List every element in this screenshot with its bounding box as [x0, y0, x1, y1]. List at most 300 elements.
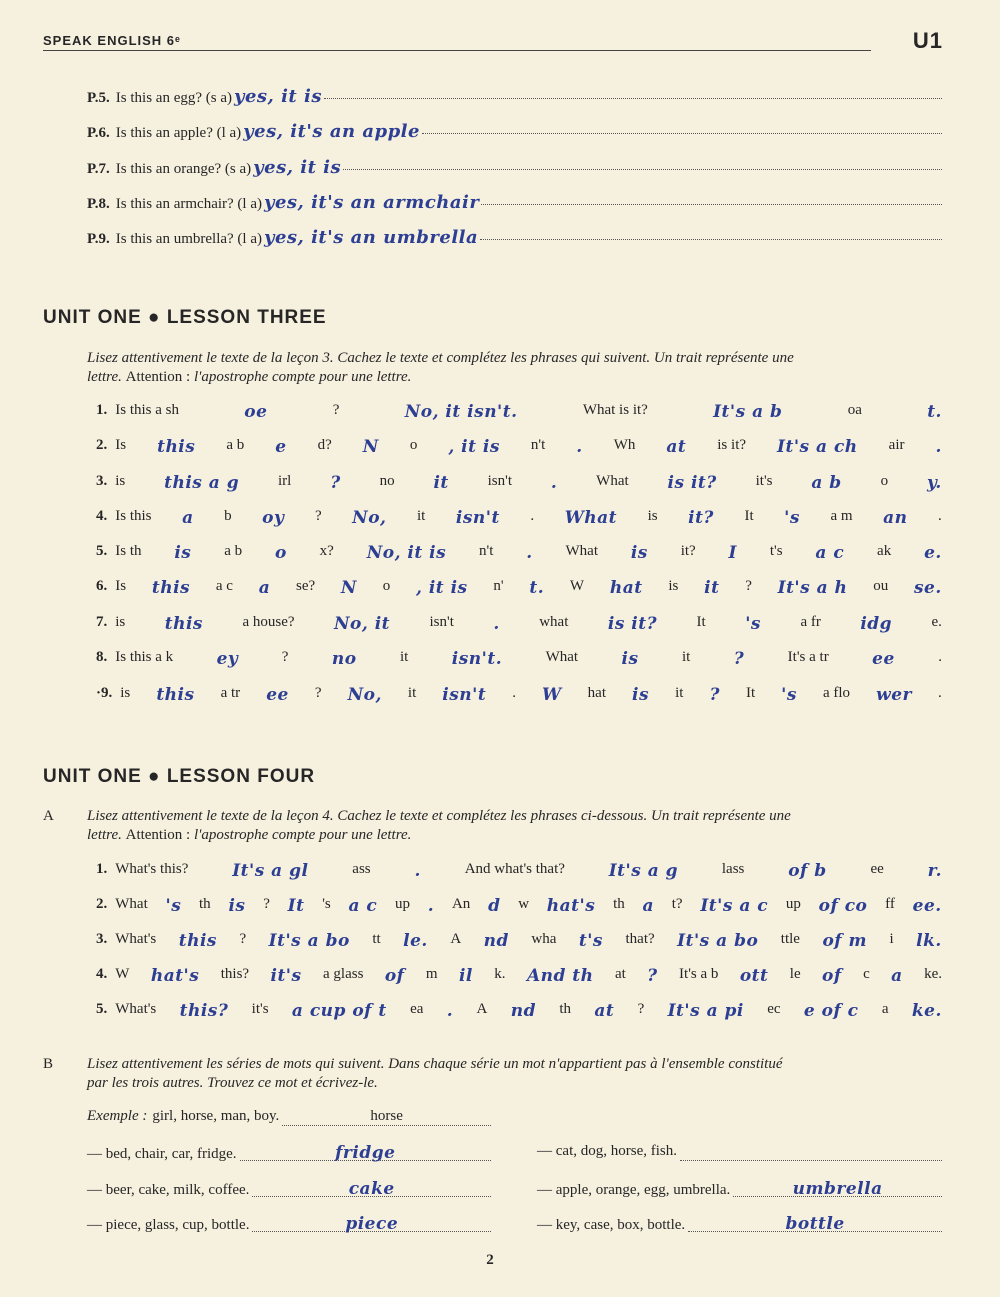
handwritten-fill: No,: [347, 685, 382, 705]
example-row: [87, 1108, 491, 1132]
handwritten-fill: , it is: [416, 578, 468, 598]
exercise-text: [115, 861, 942, 881]
exercise-text: [115, 437, 942, 457]
handwritten-fill: this: [156, 685, 195, 705]
printed-text: a flo: [822, 685, 851, 701]
dotted-answer-line: [324, 98, 942, 99]
handwritten-fill: wer: [876, 685, 913, 705]
handwritten-fill: ee: [266, 685, 289, 705]
printed-text: b: [224, 508, 232, 524]
handwritten-fill: It's a pi: [667, 1001, 744, 1021]
handwritten-fill: this: [157, 437, 196, 457]
exercise-text: [115, 1001, 942, 1021]
printed-text: ee: [870, 861, 884, 877]
exercise-text: [115, 473, 942, 493]
printed-text: a: [881, 1001, 889, 1017]
exercise-number: 1.: [96, 402, 108, 418]
instruction-line: Lisez attentivement les séries de mots qui suivent. Dans chaque série un mot n'appartient pas à l'ensemble constitué: [87, 1056, 783, 1072]
printed-text: ?: [745, 578, 752, 594]
exercise-text: [115, 931, 942, 951]
odd-word-answer: cake: [348, 1179, 395, 1199]
printed-text: ?: [239, 931, 247, 947]
handwritten-fill: of b: [788, 861, 827, 881]
odd-word-row: [537, 1143, 942, 1167]
printed-text: ?: [263, 896, 270, 912]
p-item-question: Is this an umbrella? (l a): [115, 231, 262, 247]
exercise-text: [115, 649, 942, 669]
handwritten-fill: is: [621, 649, 639, 669]
printed-text: a tr: [220, 685, 241, 701]
odd-word-answer: bottle: [785, 1214, 845, 1234]
handwritten-fill: at: [594, 1001, 615, 1021]
odd-word-answer-line: [680, 1140, 942, 1161]
lesson-three-heading: UNIT ONE ● LESSON THREE: [43, 307, 327, 328]
lesson-four-instruction: [87, 807, 942, 845]
exercise-number: 3.: [96, 931, 108, 947]
handwritten-fill: of: [822, 966, 842, 986]
printed-text: W: [569, 578, 585, 594]
printed-text: th: [559, 1001, 571, 1017]
handwritten-fill: N: [340, 578, 357, 598]
handwritten-fill: nd: [483, 931, 509, 951]
printed-text: Is this a sh: [115, 402, 179, 418]
printed-text: ?: [281, 649, 289, 665]
printed-text: air: [888, 437, 905, 453]
handwritten-fill: .: [550, 473, 558, 493]
exercise-number: 2.: [96, 896, 108, 912]
printed-text: i: [889, 931, 894, 947]
handwritten-fill: It's a c: [700, 896, 769, 916]
handwritten-fill: le.: [403, 931, 428, 951]
handwritten-fill: It's a h: [777, 578, 848, 598]
printed-text: .: [938, 508, 942, 524]
page-header: [43, 30, 943, 56]
handwritten-fill: y.: [926, 473, 942, 493]
handwritten-fill: is it?: [607, 614, 658, 634]
handwritten-fill: oe: [244, 402, 268, 422]
handwritten-fill: No, it is: [366, 543, 447, 563]
instruction-line: lettre.: [87, 827, 122, 843]
printed-text: Is: [115, 437, 127, 453]
printed-text: is it?: [717, 437, 747, 453]
odd-word-answer-line: [252, 1176, 491, 1197]
p-item-label: P.6.: [87, 125, 110, 141]
printed-text: isn't: [429, 614, 454, 630]
handwritten-fill: il: [458, 966, 473, 986]
lesson-four-heading: UNIT ONE ● LESSON FOUR: [43, 766, 316, 787]
odd-word-answer: piece: [345, 1214, 399, 1234]
printed-text: it: [675, 685, 684, 701]
handwritten-fill: ee: [872, 649, 895, 669]
p-item-question: Is this an egg? (s a): [115, 90, 233, 106]
handwritten-fill: isn't: [442, 685, 487, 705]
p-item: [87, 192, 942, 216]
handwritten-fill: it?: [688, 508, 714, 528]
printed-text: it: [681, 649, 691, 665]
p-item-answer: yes, it's an umbrella: [264, 227, 479, 248]
printed-text: ?: [332, 402, 340, 418]
printed-text: ea: [410, 1001, 424, 1017]
handwritten-fill: e of c: [803, 1001, 859, 1021]
odd-word-series: — key, case, box, bottle.: [537, 1217, 686, 1233]
printed-text: ?: [314, 508, 322, 524]
p-item-question: Is this an apple? (l a): [115, 125, 242, 141]
p-item-label: P.9.: [87, 231, 110, 247]
handwritten-fill: this: [178, 931, 218, 951]
printed-text: up: [395, 896, 411, 912]
printed-text: A: [476, 1001, 488, 1017]
printed-text: it's: [251, 1001, 269, 1017]
handwritten-fill: this: [151, 578, 191, 598]
handwritten-fill: It's a b: [713, 402, 783, 422]
exercise-text: [115, 402, 942, 422]
instruction-line: l'apostrophe compte pour une lettre.: [193, 369, 412, 385]
handwritten-fill: .: [493, 614, 500, 634]
printed-text: le: [789, 966, 801, 982]
printed-text: .: [938, 649, 942, 665]
handwritten-fill: It's a bo: [268, 931, 350, 951]
printed-text: ass: [352, 861, 371, 877]
example-words: girl, horse, man, boy.: [152, 1108, 280, 1124]
exercise-row: [96, 1001, 942, 1025]
handwritten-fill: a: [182, 508, 194, 528]
printed-text: th: [613, 896, 625, 912]
exercise-row: [96, 543, 942, 567]
handwritten-fill: 's: [781, 685, 797, 705]
printed-text: a b: [226, 437, 245, 453]
printed-text: What: [545, 649, 579, 665]
p-item: [87, 121, 942, 145]
exercise-number: 7.: [96, 614, 108, 630]
p-item-answer: yes, it's an apple: [243, 121, 420, 142]
printed-text: lass: [721, 861, 745, 877]
printed-text: at: [614, 966, 626, 982]
p-item-label: P.8.: [87, 196, 110, 212]
section-letter-a: A: [43, 808, 54, 824]
handwritten-fill: No, it isn't.: [404, 402, 518, 422]
exercise-row: [96, 578, 942, 602]
handwritten-fill: N: [362, 437, 379, 457]
printed-text: A: [450, 931, 462, 947]
printed-text: n': [493, 578, 504, 594]
printed-text: n't: [479, 543, 494, 559]
printed-text: d?: [317, 437, 332, 453]
exercise-number: 4.: [96, 966, 108, 982]
exercise-row: [96, 614, 942, 638]
printed-text: What's: [115, 931, 157, 947]
handwritten-fill: It's a g: [608, 861, 679, 881]
exercise-row: [96, 931, 942, 955]
odd-word-row: [87, 1214, 491, 1238]
handwritten-fill: .: [427, 896, 435, 916]
printed-text: it: [407, 685, 417, 701]
page-number: 2: [486, 1252, 494, 1268]
handwritten-fill: ?: [709, 685, 720, 705]
handwritten-fill: this a g: [164, 473, 240, 493]
handwritten-fill: What: [564, 508, 618, 528]
printed-text: W: [115, 966, 130, 982]
printed-text: th: [199, 896, 211, 912]
printed-text: It: [696, 614, 706, 630]
printed-text: o: [880, 473, 889, 489]
printed-text: a glass: [323, 966, 364, 982]
handwritten-fill: It's a bo: [677, 931, 759, 951]
handwritten-fill: is: [228, 896, 246, 916]
handwritten-fill: idg: [860, 614, 893, 634]
handwritten-fill: is: [174, 543, 192, 563]
printed-text: ak: [877, 543, 892, 559]
printed-text: a fr: [800, 614, 821, 630]
exercise-row: [96, 966, 942, 990]
printed-text: ff: [885, 896, 895, 912]
odd-word-row: [87, 1143, 491, 1167]
printed-text: ?: [637, 1001, 645, 1017]
printed-text: ?: [314, 685, 322, 701]
handwritten-fill: oy: [262, 508, 285, 528]
printed-text: is: [120, 685, 131, 701]
p-item-question: Is this an armchair? (l a): [115, 196, 262, 212]
printed-text: .: [530, 508, 535, 524]
printed-text: it's: [755, 473, 773, 489]
p-item: [87, 227, 942, 251]
odd-word-series: — piece, glass, cup, bottle.: [87, 1217, 250, 1233]
book-title: SPEAK ENGLISH 6ᵉ: [43, 33, 181, 48]
printed-text: c: [863, 966, 870, 982]
odd-word-answer: fridge: [335, 1143, 396, 1163]
handwritten-fill: a c: [348, 896, 378, 916]
printed-text: o: [382, 578, 391, 594]
printed-text: .: [938, 685, 942, 701]
handwritten-fill: a c: [815, 543, 845, 563]
handwritten-fill: this?: [179, 1001, 229, 1021]
handwritten-fill: nd: [510, 1001, 536, 1021]
handwritten-fill: ?: [733, 649, 745, 669]
lesson-three-instruction: [87, 349, 942, 387]
printed-text: it?: [680, 543, 696, 559]
exercise-text: [115, 614, 942, 634]
printed-text: Wh: [613, 437, 636, 453]
odd-word-answer-line: [240, 1140, 491, 1161]
handwritten-fill: isn't.: [451, 649, 503, 669]
dotted-answer-line: [422, 133, 942, 134]
printed-text: that?: [625, 931, 655, 947]
handwritten-fill: 's: [784, 508, 800, 528]
p-item-answer: yes, it's an armchair: [263, 192, 480, 213]
exercise-row: [96, 685, 942, 709]
handwritten-fill: I: [728, 543, 737, 563]
printed-text: wha: [531, 931, 557, 947]
odd-word-row: [537, 1179, 942, 1203]
exercise-number: 6.: [96, 578, 108, 594]
handwritten-fill: ?: [647, 966, 658, 986]
exercise-text: [115, 508, 942, 528]
p-item: [87, 157, 942, 181]
handwritten-fill: .: [935, 437, 942, 457]
printed-text: An: [451, 896, 471, 912]
header-rule: [43, 50, 871, 51]
p-item: [87, 86, 942, 110]
printed-text: ke.: [924, 966, 942, 982]
printed-text: it: [417, 508, 426, 524]
handwritten-fill: No,: [352, 508, 387, 528]
odd-word-answer: umbrella: [792, 1179, 883, 1199]
handwritten-fill: it: [704, 578, 720, 598]
exercise-row: [96, 473, 942, 497]
exercise-number: 2.: [96, 437, 108, 453]
printed-text: It's a b: [679, 966, 719, 982]
exercise-text: [120, 685, 942, 705]
exercise-row: [96, 896, 942, 920]
exercise-number: 8.: [96, 649, 108, 665]
exercise-row: [96, 649, 942, 673]
example-answer: horse: [370, 1108, 403, 1124]
printed-text: what: [539, 614, 569, 630]
handwritten-fill: at: [666, 437, 687, 457]
handwritten-fill: o: [274, 543, 287, 563]
handwritten-fill: d: [488, 896, 501, 916]
printed-text: a m: [830, 508, 853, 524]
exercise-number: 5.: [96, 543, 108, 559]
handwritten-fill: t's: [578, 931, 604, 951]
printed-text: w: [518, 896, 530, 912]
odd-word-answer-line: [252, 1211, 491, 1232]
exercise-row: [96, 861, 942, 885]
example-answer-line: [282, 1105, 491, 1126]
handwritten-fill: a: [642, 896, 654, 916]
handwritten-fill: ?: [330, 473, 341, 493]
printed-text: isn't: [487, 473, 512, 489]
printed-text: t?: [671, 896, 683, 912]
handwritten-fill: W: [542, 685, 562, 705]
exercise-number: 1.: [96, 861, 108, 877]
exercise-text: [115, 966, 942, 986]
printed-text: is: [668, 578, 679, 594]
printed-text: is: [647, 508, 658, 524]
instruction-line: Lisez attentivement le texte de la leçon 3. Cachez le texte et complétez les phrases qui suivent. Un trait représente une: [87, 350, 794, 366]
printed-text: What: [565, 543, 598, 559]
handwritten-fill: a: [258, 578, 271, 598]
exercise-number: 3.: [96, 473, 108, 489]
handwritten-fill: hat's: [150, 966, 200, 986]
handwritten-fill: an: [883, 508, 908, 528]
instruction-line: Lisez attentivement le texte de la leçon 4. Cachez le texte et complétez les phrases ci-dessous. Un trait représente une: [87, 808, 791, 824]
exercise-number: 4.: [96, 508, 108, 524]
section-b-instruction: [87, 1055, 942, 1093]
p-item-label: P.5.: [87, 90, 110, 106]
exercise-number: ·9.: [96, 685, 113, 701]
printed-text: It's a tr: [787, 649, 829, 665]
handwritten-fill: it's: [270, 966, 302, 986]
printed-text: Is this a k: [115, 649, 174, 665]
dotted-answer-line: [480, 239, 942, 240]
handwritten-fill: is: [632, 685, 650, 705]
handwritten-fill: It: [287, 896, 305, 916]
printed-text: Is: [115, 578, 127, 594]
odd-word-series: — cat, dog, horse, fish.: [537, 1143, 677, 1159]
exercise-text: [115, 896, 942, 916]
handwritten-fill: t.: [529, 578, 545, 598]
printed-text: x?: [319, 543, 334, 559]
handwritten-fill: lk.: [916, 931, 942, 951]
handwritten-fill: this: [164, 614, 203, 634]
printed-text: Is this: [115, 508, 152, 524]
printed-text: a b: [224, 543, 243, 559]
handwritten-fill: no: [331, 649, 357, 669]
exercise-number: 5.: [96, 1001, 108, 1017]
printed-text: And what's that?: [464, 861, 565, 877]
exercise-text: [115, 543, 942, 563]
exercise-row: [96, 402, 942, 426]
handwritten-fill: is it?: [667, 473, 717, 493]
printed-text: a house?: [242, 614, 295, 630]
p-item-label: P.7.: [87, 161, 110, 177]
handwritten-fill: a cup of t: [291, 1001, 387, 1021]
printed-text: irl: [278, 473, 292, 489]
handwritten-fill: ee.: [912, 896, 942, 916]
p-item-question: Is this an orange? (s a): [115, 161, 252, 177]
printed-text: ec: [767, 1001, 781, 1017]
handwritten-fill: No, it: [333, 614, 391, 634]
printed-text: e.: [931, 614, 942, 630]
printed-text: What: [115, 896, 148, 912]
printed-text: 's: [322, 896, 331, 912]
instruction-line: par les trois autres. Trouvez ce mot et écrivez-le.: [87, 1075, 378, 1091]
p-item-answer: yes, it is: [234, 86, 322, 107]
handwritten-fill: t.: [927, 402, 942, 422]
printed-text: It: [745, 685, 756, 701]
odd-word-row: [537, 1214, 942, 1238]
example-label: Exemple :: [87, 1108, 148, 1124]
printed-text: n't: [530, 437, 546, 453]
odd-word-series: — apple, orange, egg, umbrella.: [537, 1182, 731, 1198]
exercise-row: [96, 508, 942, 532]
odd-word-series: — beer, cake, milk, coffee.: [87, 1182, 250, 1198]
handwritten-fill: r.: [927, 861, 942, 881]
printed-text: se?: [296, 578, 316, 594]
p-item-answer: yes, it is: [253, 157, 342, 178]
handwritten-fill: it: [433, 473, 449, 493]
handwritten-fill: .: [414, 861, 421, 881]
printed-text: ou: [873, 578, 889, 594]
printed-text: t's: [769, 543, 783, 559]
odd-word-answer-line: [688, 1211, 942, 1232]
instruction-line: lettre.: [87, 369, 122, 385]
printed-text: .: [512, 685, 517, 701]
handwritten-fill: .: [576, 437, 583, 457]
printed-text: It: [744, 508, 754, 524]
handwritten-fill: of m: [822, 931, 868, 951]
handwritten-fill: a: [891, 966, 903, 986]
odd-word-row: [87, 1179, 491, 1203]
instruction-attention: Attention :: [125, 369, 191, 385]
printed-text: Is th: [115, 543, 142, 559]
handwritten-fill: 's: [165, 896, 182, 916]
printed-text: is: [115, 614, 126, 630]
printed-text: m: [425, 966, 438, 982]
handwritten-fill: hat: [609, 578, 643, 598]
handwritten-fill: hat's: [546, 896, 596, 916]
handwritten-fill: isn't: [455, 508, 500, 528]
handwritten-fill: of: [384, 966, 405, 986]
printed-text: What's: [115, 1001, 157, 1017]
handwritten-fill: ke.: [911, 1001, 942, 1021]
handwritten-fill: of co: [818, 896, 868, 916]
handwritten-fill: 's: [745, 614, 761, 634]
handwritten-fill: ey: [216, 649, 239, 669]
handwritten-fill: And th: [526, 966, 594, 986]
dotted-answer-line: [343, 169, 942, 170]
handwritten-fill: ott: [739, 966, 769, 986]
